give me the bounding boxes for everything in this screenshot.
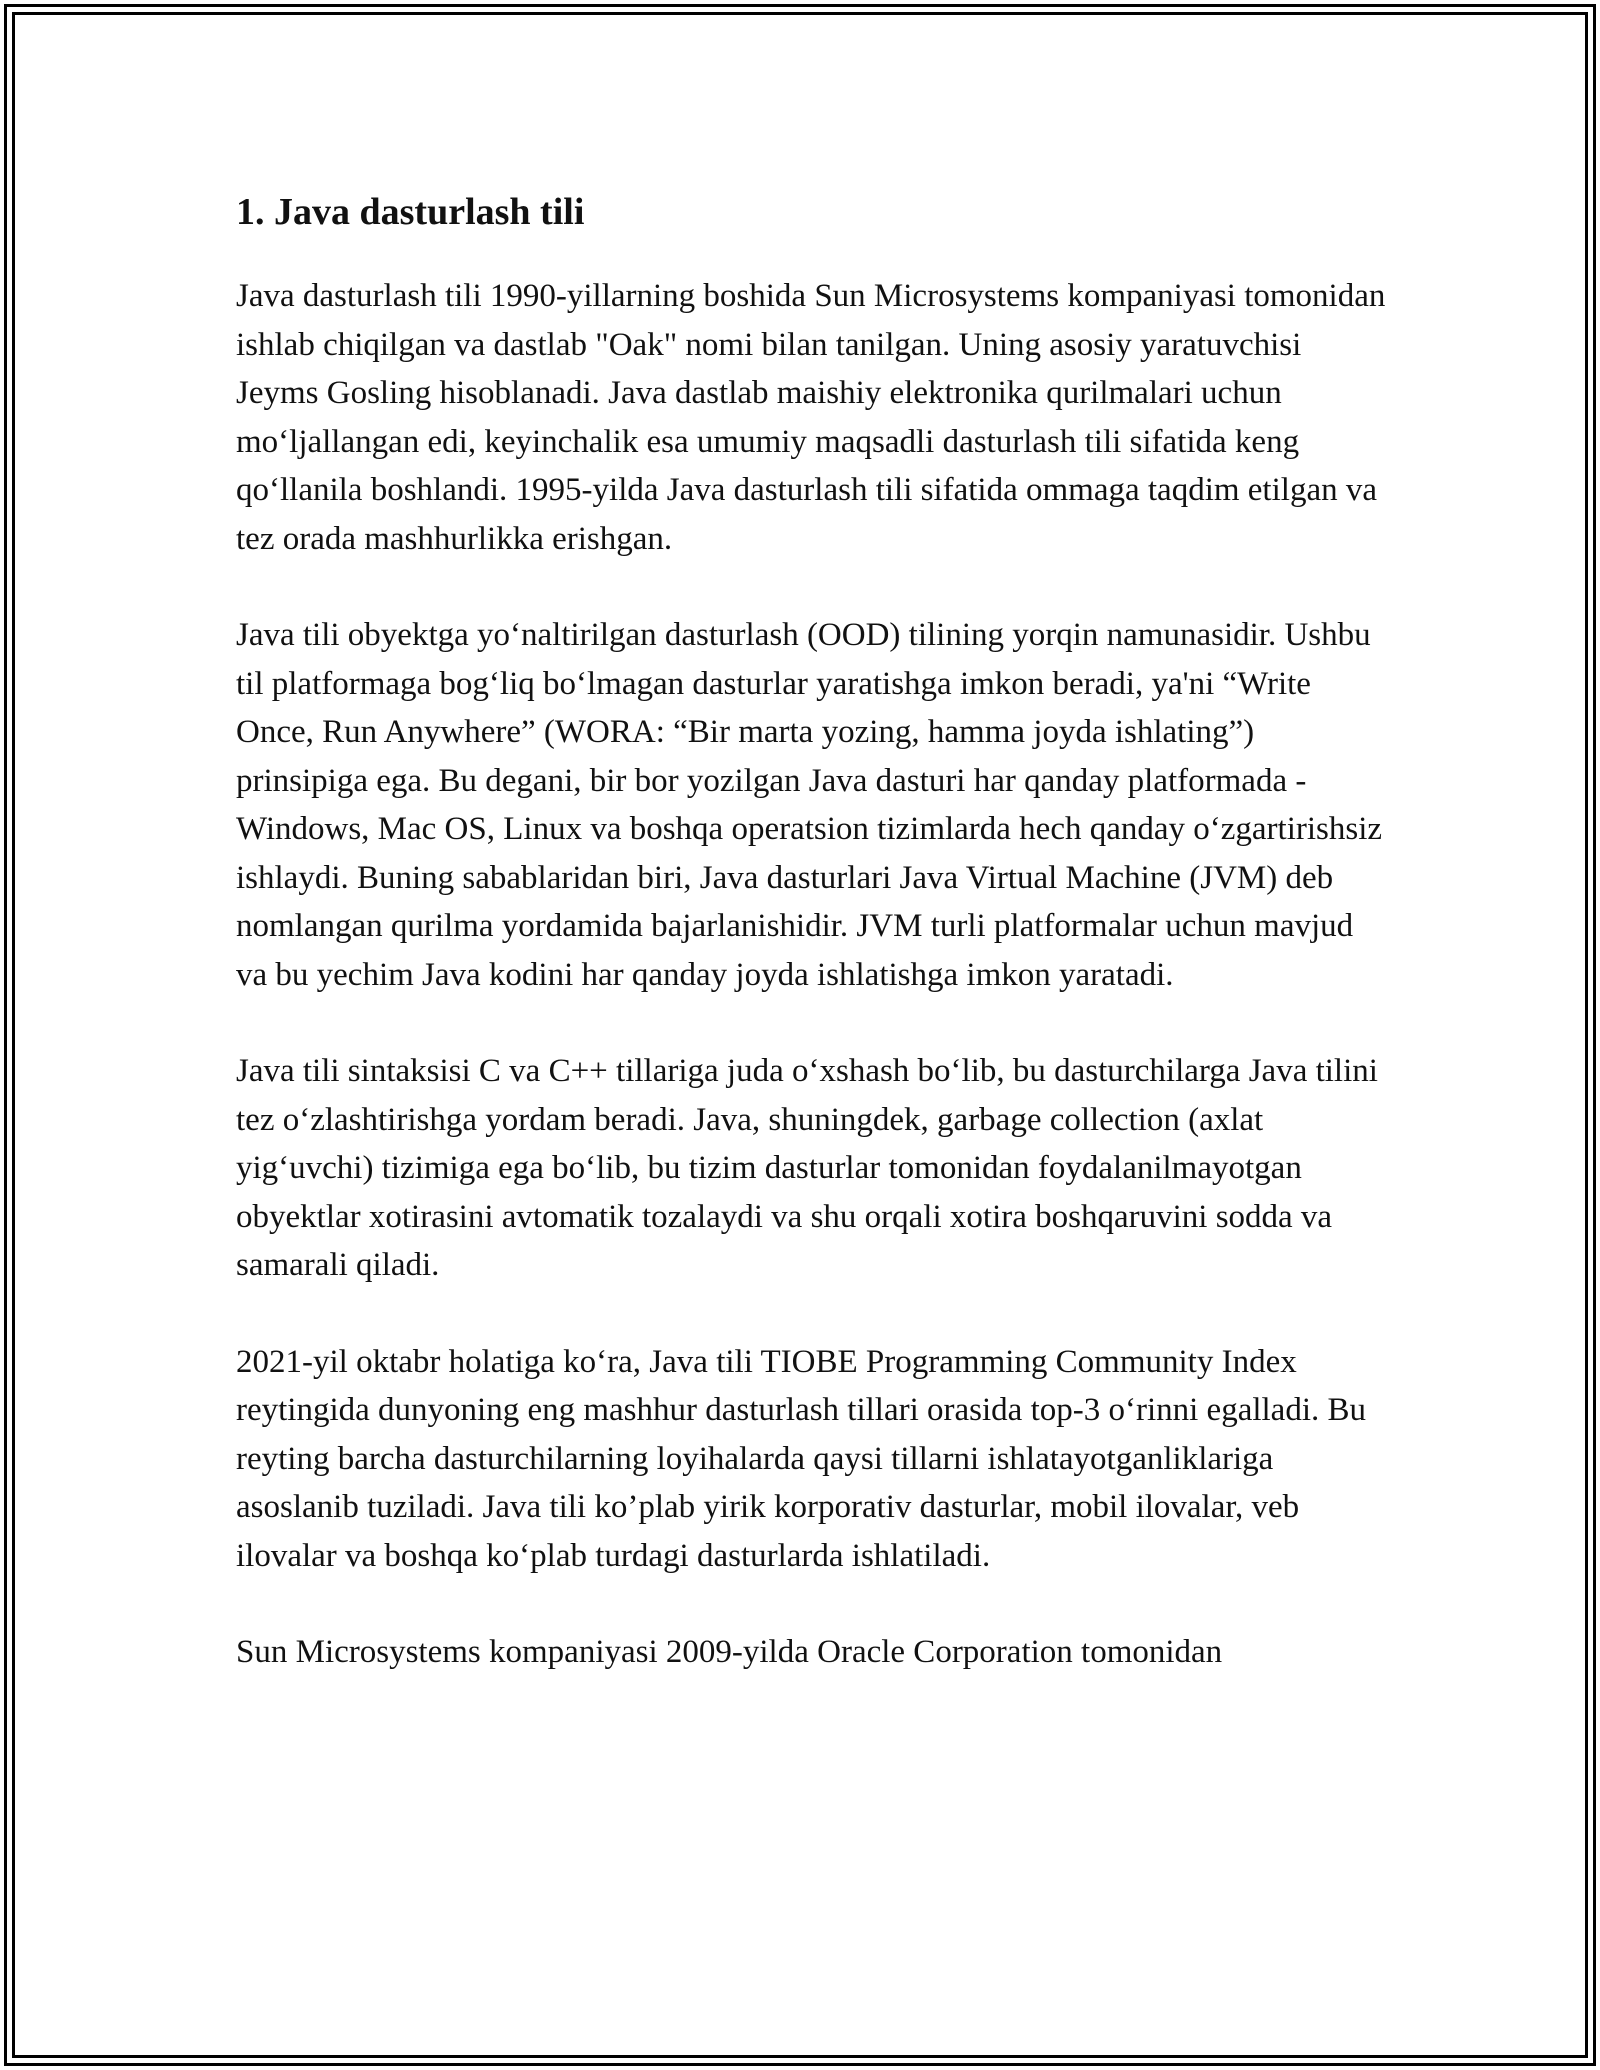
document-body bbox=[236, 186, 1386, 1725]
paragraph-oracle: Sun Microsystems kompaniyasi 2009-yilda Oracle Corporation tomonidan bbox=[236, 1634, 1223, 1670]
paragraph-popularity: 2021-yil oktabr holatiga ko‘ra, Java tili TIOBE Programming Community Index reytingida dunyoning eng mashhur dasturlash tillari orasida top-3 o‘rinni egalladi. Bu reyting barcha dasturchilarning loyihalarda qaysi tillarni ishlatayotganliklariga asoslanib tuziladi. Java tili ko’plab yirik korporativ dasturlar, mobil ilovalar, veb ilovalar va boshqa ko‘plab turdagi dasturlarda ishlatiladi. bbox=[236, 1343, 1367, 1574]
paragraph-syntax-gc: Java tili sintaksisi C va C++ tillariga juda o‘xshash bo‘lib, bu dasturchilarga Java tilini tez o‘zlashtirishga yordam beradi. Java, shuningdek, garbage collection (axlat yig‘uvchi) tizimiga ega bo‘lib, bu tizim dasturlar tomonidan foydalanilmayotgan obyektlar xotirasini avtomatik tozalaydi va shu orqali xotira boshqaruvini sodda va samarali qiladi. bbox=[236, 1053, 1378, 1283]
section-heading: 1. Java dasturlash tili bbox=[236, 191, 585, 233]
paragraph-history: Java dasturlash tili 1990-yillarning boshida Sun Microsystems kompaniyasi tomonidan ishlab chiqilgan va dastlab "Oak" nomi bilan tanilgan. Uning asosiy yaratuvchisi Jeyms Gosling hisoblanadi. Java dastlab maishiy elektronika qurilmalari uchun mo‘ljallangan edi, keyinchalik esa umumiy maqsadli dasturlash tili sifatida keng qo‘llanila boshlandi. 1995-yilda Java dasturlash tili sifatida ommaga taqdim etilgan va tez orada mashhurlikka erishgan. bbox=[236, 278, 1386, 557]
paragraph-oop-platform: Java tili obyektga yo‘naltirilgan dasturlash (OOD) tilining yorqin namunasidir. Ushbu til platformaga bog‘liq bo‘lmagan dasturlar yaratishga imkon beradi, ya'ni “Write Once, Run Anywhere” (WORA: “Bir marta yozing, hamma joyda ishlating”) prinsipiga ega. Bu degani, bir bor yozilgan Java dasturi har qanday platformada - Windows, Mac OS, Linux va boshqa operatsion tizimlarda hech qanday o‘zgartirishsiz ishlaydi. Buning sabablaridan biri, Java dasturlari Java Virtual Machine (JVM) deb nomlangan qurilma yordamida bajarlanishidir. JVM turli platformalar uchun mavjud va bu yechim Java kodini har qanday joyda ishlatishga imkon yaratadi. bbox=[236, 617, 1383, 993]
